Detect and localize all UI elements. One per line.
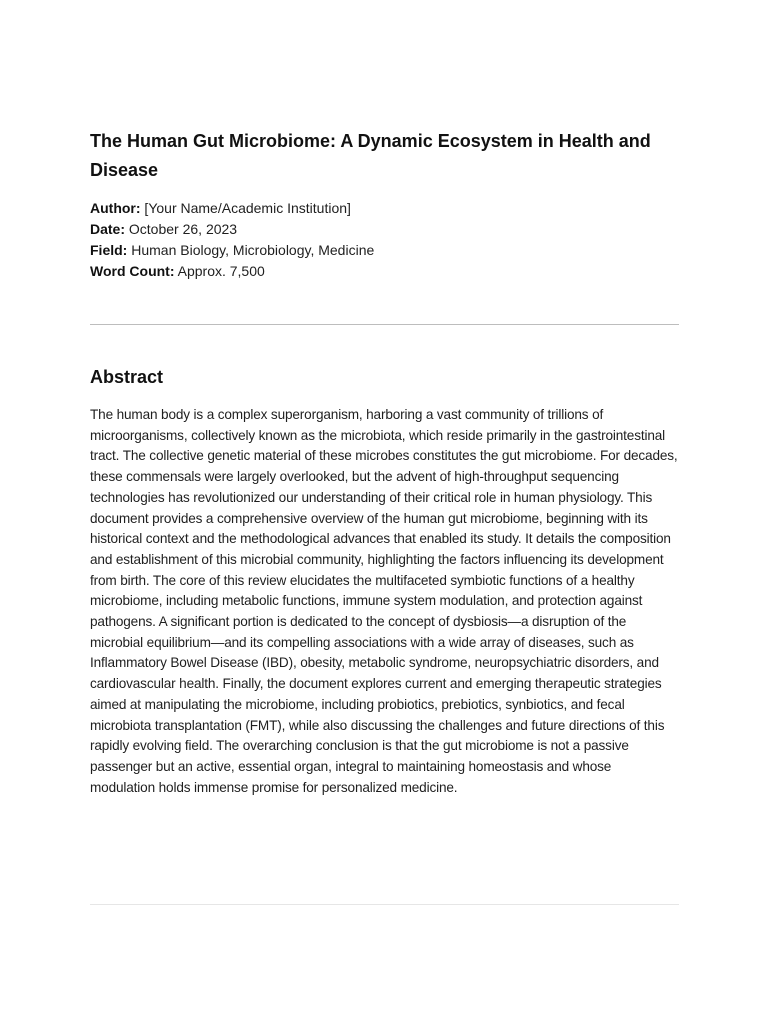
section-divider-bottom — [90, 904, 679, 905]
meta-word-count-value: Approx. 7,500 — [174, 263, 265, 279]
abstract-heading: Abstract — [90, 367, 164, 387]
meta-author-label: Author: — [90, 200, 141, 216]
document-metadata — [90, 198, 679, 282]
meta-date-value: October 26, 2023 — [125, 221, 238, 237]
abstract-paragraph: The human body is a complex superorganism, harboring a vast community of trillions of microorganisms, collectively known as the microbiota, which reside primarily in the gastrointestinal tract. The collective genetic material of these microbes constitutes the gut microbiome. For decades, these commensals were largely overlooked, but the advent of high-throughput sequencing technologies has revolutionized our understanding of their critical role in human physiology. This document provides a comprehensive overview of the human gut microbiome, beginning with its historical context and the methodological advances that enabled its study. It details the composition and establishment of this microbial community, highlighting the factors influencing its development from birth. The core of this review elucidates the multifaceted symbiotic functions of a healthy microbiome, including metabolic functions, immune system modulation, and protection against pathogens. A significant portion is dedicated to the concept of dysbiosis—a disruption of the microbial equilibrium—and its compelling associations with a wide array of diseases, such as Inflammatory Bowel Disease (IBD), obesity, metabolic syndrome, neuropsychiatric disorders, and cardiovascular health. Finally, the document explores current and emerging therapeutic strategies aimed at manipulating the microbiome, including probiotics, prebiotics, synbiotics, and fecal microbiota transplantation (FMT), while also discussing the challenges and future directions of this rapidly evolving field. The overarching conclusion is that the gut microbiome is not a passive passenger but an active, essential organ, integral to maintaining homeostasis and whose modulation holds immense promise for personalized medicine. — [90, 407, 678, 795]
meta-word-count-label: Word Count: — [90, 263, 175, 279]
meta-author — [90, 198, 679, 219]
section-divider — [90, 324, 679, 325]
meta-word-count — [90, 261, 679, 282]
meta-date — [90, 219, 679, 240]
meta-field-label: Field: — [90, 242, 128, 258]
meta-author-value: [Your Name/Academic Institution] — [140, 200, 351, 216]
meta-field-value: Human Biology, Microbiology, Medicine — [127, 242, 375, 258]
meta-date-label: Date: — [90, 221, 126, 237]
meta-field — [90, 240, 679, 261]
document-title: The Human Gut Microbiome: A Dynamic Ecosystem in Health and Disease — [90, 131, 651, 180]
